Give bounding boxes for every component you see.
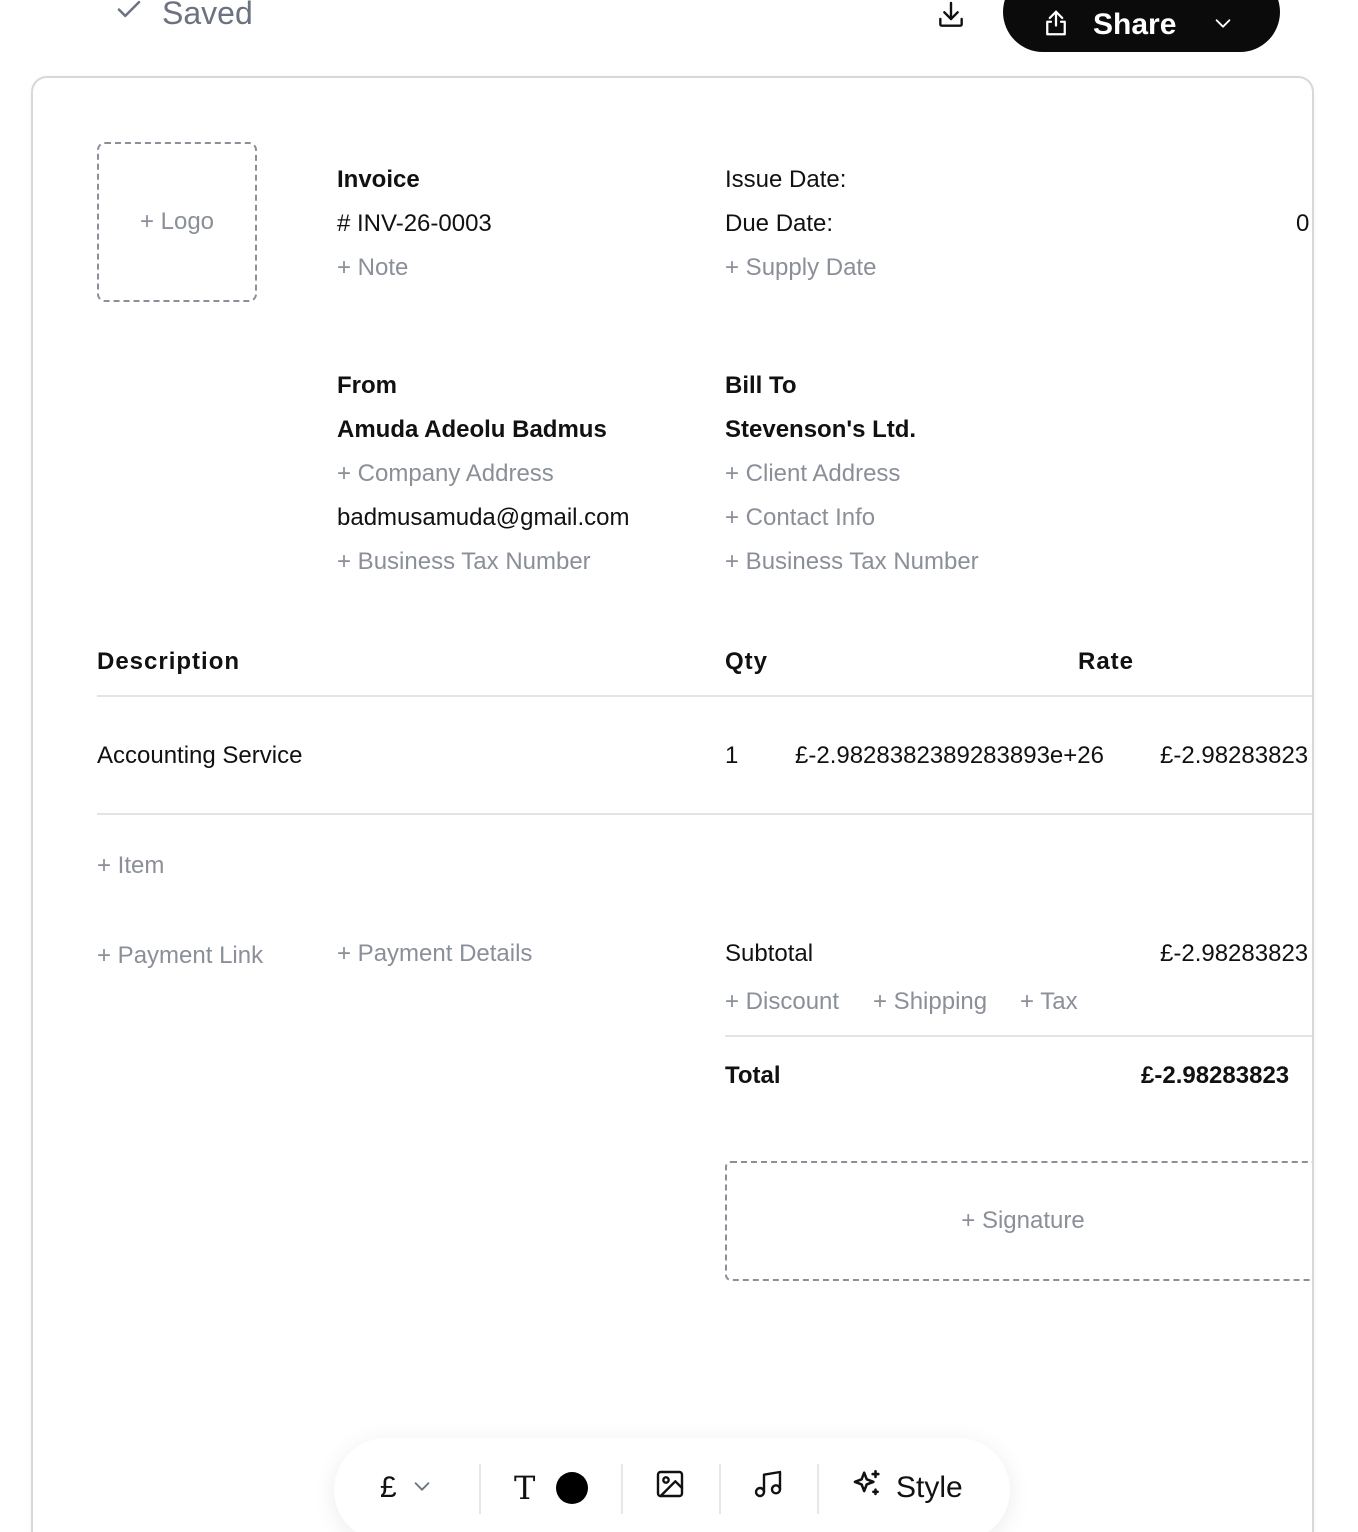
- share-button[interactable]: [1003, 0, 1280, 52]
- add-contact-info-button[interactable]: + Contact Info: [725, 504, 876, 531]
- add-client-address-button[interactable]: + Client Address: [725, 460, 901, 487]
- image-icon: [654, 1468, 686, 1508]
- bill-to-name[interactable]: Stevenson's Ltd.: [725, 416, 917, 443]
- text-color-button[interactable]: [556, 1468, 588, 1508]
- saved-status: [114, 0, 253, 32]
- add-supply-date-button[interactable]: + Supply Date: [725, 254, 877, 281]
- invoice-number[interactable]: # INV-26-0003: [337, 210, 492, 237]
- item-amount: £-2.98283823: [1160, 742, 1309, 769]
- issue-date-label: Issue Date:: [725, 166, 847, 193]
- font-button[interactable]: [514, 1468, 535, 1508]
- share-label: Share: [1093, 8, 1177, 41]
- add-discount-button[interactable]: + Discount: [725, 988, 840, 1015]
- subtotal-label: Subtotal: [725, 940, 814, 967]
- add-logo-button[interactable]: [97, 142, 257, 302]
- chevron-down-icon: [411, 1471, 433, 1505]
- column-header-rate: Rate: [1078, 648, 1135, 675]
- subtotal-value: £-2.98283823: [1160, 940, 1309, 967]
- color-swatch: [556, 1472, 588, 1504]
- add-signature-button[interactable]: [725, 1161, 1314, 1281]
- sparkles-icon: [850, 1467, 884, 1509]
- toolbar-divider: [479, 1464, 481, 1514]
- add-tax-button[interactable]: + Tax: [1020, 988, 1078, 1015]
- invoice-document: [31, 76, 1314, 1532]
- toolbar-divider: [817, 1464, 819, 1514]
- image-button[interactable]: [654, 1468, 686, 1508]
- item-rate[interactable]: £-2.9828382389283893e+26: [795, 742, 1104, 769]
- style-button[interactable]: [850, 1468, 963, 1508]
- add-logo-label: + Logo: [139, 208, 215, 235]
- upload-icon: [1041, 8, 1071, 43]
- item-description[interactable]: Accounting Service: [97, 742, 303, 769]
- add-item-button[interactable]: + Item: [97, 852, 165, 879]
- chevron-down-icon: [1212, 12, 1234, 39]
- add-note-button[interactable]: + Note: [337, 254, 409, 281]
- music-icon: [752, 1468, 784, 1508]
- table-row-divider: [97, 813, 1314, 815]
- style-label: Style: [896, 1471, 963, 1504]
- format-toolbar: [334, 1438, 1010, 1532]
- invoice-title: Invoice: [337, 166, 420, 193]
- from-heading: From: [337, 372, 397, 399]
- bill-to-heading: Bill To: [725, 372, 797, 399]
- from-email[interactable]: badmusamuda@gmail.com: [337, 504, 630, 531]
- add-payment-details-button[interactable]: + Payment Details: [337, 940, 533, 967]
- column-header-description: Description: [97, 648, 241, 675]
- item-qty[interactable]: 1: [725, 742, 739, 769]
- add-payment-link-button[interactable]: + Payment Link: [97, 942, 264, 969]
- add-signature-label: + Signature: [961, 1207, 1085, 1234]
- total-label: Total: [725, 1062, 781, 1089]
- currency-symbol: £: [380, 1471, 397, 1504]
- add-company-address-button[interactable]: + Company Address: [337, 460, 554, 487]
- download-icon: [935, 0, 967, 36]
- column-header-qty: Qty: [725, 648, 769, 675]
- add-from-tax-number-button[interactable]: + Business Tax Number: [337, 548, 591, 575]
- check-icon: [114, 0, 144, 32]
- add-bill-to-tax-number-button[interactable]: + Business Tax Number: [725, 548, 979, 575]
- due-date-value[interactable]: 0: [1296, 210, 1310, 237]
- totals-divider: [725, 1035, 1314, 1037]
- toolbar-divider: [719, 1464, 721, 1514]
- from-name[interactable]: Amuda Adeolu Badmus: [337, 416, 607, 443]
- saved-label: Saved: [162, 0, 253, 31]
- music-button[interactable]: [752, 1468, 784, 1508]
- total-value: £-2.98283823: [1141, 1062, 1290, 1089]
- font-icon: T: [514, 1469, 536, 1507]
- add-shipping-button[interactable]: + Shipping: [873, 988, 988, 1015]
- toolbar-divider: [621, 1464, 623, 1514]
- table-header-divider: [97, 695, 1314, 697]
- due-date-label: Due Date:: [725, 210, 834, 237]
- download-button[interactable]: [932, 0, 970, 36]
- currency-selector[interactable]: [380, 1468, 433, 1508]
